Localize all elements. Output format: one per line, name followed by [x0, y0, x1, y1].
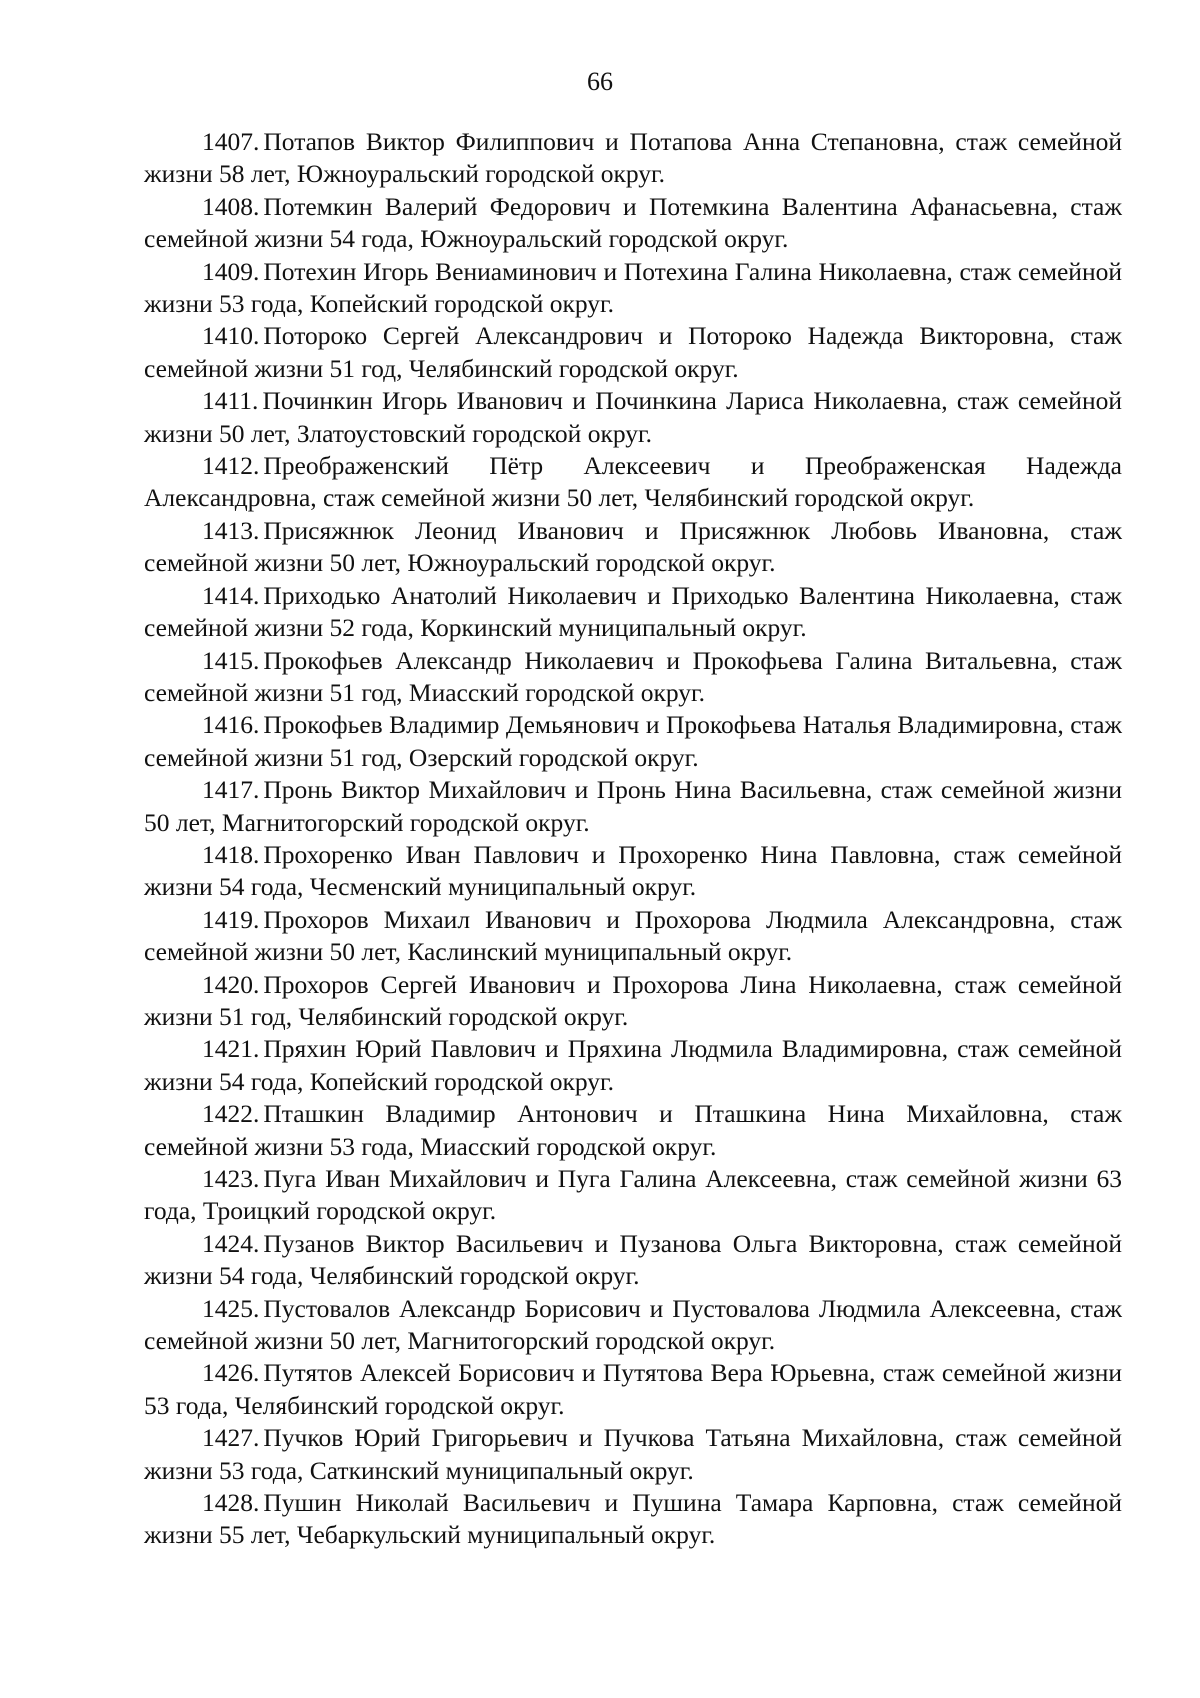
entry-text: Пуга Иван Михайлович и Пуга Галина Алексеевна, стаж семейной жизни 63 года, Троицкий городской округ.	[144, 1164, 1122, 1226]
entry-list	[144, 126, 1122, 1552]
entry-text: Пустовалов Александр Борисович и Пустовалова Людмила Алексеевна, стаж семейной жизни 50 лет, Магнитогорский городской округ.	[144, 1293, 1122, 1356]
list-entry	[144, 904, 1122, 969]
entry-text: Прокофьев Александр Николаевич и Прокофьева Галина Витальевна, стаж семейной жизни 51 год, Миасский городской округ.	[144, 645, 1122, 707]
entry-number: 1417.	[202, 775, 260, 805]
entry-number: 1416.	[202, 710, 260, 740]
list-entry	[144, 1163, 1122, 1228]
entry-text: Преображенский Пётр Алексеевич и Преображенская Надежда Александровна, стаж семейной жизни 50 лет, Челябинский городской округ.	[144, 451, 1122, 513]
entry-text: Пузанов Виктор Васильевич и Пузанова Ольга Викторовна, стаж семейной жизни 54 года, Челябинский городской округ.	[144, 1228, 1122, 1291]
list-entry	[144, 191, 1122, 256]
entry-number: 1425.	[202, 1293, 260, 1323]
list-entry	[144, 320, 1122, 385]
list-entry	[144, 774, 1122, 839]
entry-text: Прохоренко Иван Павлович и Прохоренко Нина Павловна, стаж семейной жизни 54 года, Чесменский муниципальный округ.	[144, 839, 1122, 902]
entry-text: Путятов Алексей Борисович и Путятова Вера Юрьевна, стаж семейной жизни 53 года, Челябинский городской округ.	[144, 1358, 1122, 1420]
list-entry	[144, 1098, 1122, 1163]
entry-text: Потемкин Валерий Федорович и Потемкина Валентина Афанасьевна, стаж семейной жизни 54 года, Южноуральский городской округ.	[144, 191, 1122, 254]
entry-text: Починкин Игорь Иванович и Починкина Лариса Николаевна, стаж семейной жизни 50 лет, Златоустовский городской округ.	[144, 386, 1122, 448]
entry-text: Прохоров Михаил Иванович и Прохорова Людмила Александровна, стаж семейной жизни 50 лет, Каслинский муниципальный округ.	[144, 904, 1122, 967]
list-entry	[144, 1033, 1122, 1098]
entry-number: 1410.	[202, 321, 260, 351]
list-entry	[144, 1422, 1122, 1487]
entry-number: 1421.	[202, 1034, 260, 1064]
list-entry	[144, 709, 1122, 774]
list-entry	[144, 385, 1122, 450]
list-entry	[144, 515, 1122, 580]
entry-text: Пронь Виктор Михайлович и Пронь Нина Васильевна, стаж семейной жизни 50 лет, Магнитогорский городской округ.	[144, 775, 1122, 837]
entry-number: 1412.	[202, 451, 260, 481]
entry-number: 1413.	[202, 515, 260, 545]
entry-text: Пушин Николай Васильевич и Пушина Тамара Карповна, стаж семейной жизни 55 лет, Чебаркульский муниципальный округ.	[144, 1488, 1122, 1550]
page-number: 66	[587, 67, 613, 96]
list-entry	[144, 1293, 1122, 1358]
list-entry	[144, 645, 1122, 710]
entry-text: Прохоров Сергей Иванович и Прохорова Лина Николаевна, стаж семейной жизни 51 год, Челябинский городской округ.	[144, 969, 1122, 1031]
entry-number: 1426.	[202, 1358, 260, 1388]
list-entry	[144, 450, 1122, 515]
entry-text: Потороко Сергей Александрович и Потороко Надежда Викторовна, стаж семейной жизни 51 год, Челябинский городской округ.	[144, 321, 1122, 383]
entry-text: Пучков Юрий Григорьевич и Пучкова Татьяна Михайловна, стаж семейной жизни 53 года, Саткинский муниципальный округ.	[144, 1423, 1122, 1485]
entry-text: Потапов Виктор Филиппович и Потапова Анна Степановна, стаж семейной жизни 58 лет, Южноуральский городской округ.	[144, 127, 1122, 189]
list-entry	[144, 256, 1122, 321]
entry-number: 1428.	[202, 1488, 260, 1518]
entry-text: Потехин Игорь Вениаминович и Потехина Галина Николаевна, стаж семейной жизни 53 года, Копейский городской округ.	[144, 256, 1122, 319]
list-entry	[144, 1487, 1122, 1552]
entry-number: 1420.	[202, 969, 260, 999]
entry-number: 1423.	[202, 1164, 260, 1193]
entry-text: Пташкин Владимир Антонович и Пташкина Нина Михайловна, стаж семейной жизни 53 года, Миасский городской округ.	[144, 1099, 1122, 1161]
list-entry	[144, 1228, 1122, 1293]
entry-number: 1422.	[202, 1099, 260, 1129]
entry-text: Присяжнюк Леонид Иванович и Присяжнюк Любовь Ивановна, стаж семейной жизни 50 лет, Южноуральский городской округ.	[144, 515, 1122, 578]
entry-number: 1408.	[202, 191, 260, 221]
entry-text: Прокофьев Владимир Демьянович и Прокофьева Наталья Владимировна, стаж семейной жизни 51 год, Озерский городской округ.	[144, 710, 1122, 772]
entry-number: 1414.	[202, 580, 260, 610]
entry-number: 1415.	[202, 645, 260, 675]
list-entry	[144, 126, 1122, 191]
entry-number: 1409.	[202, 256, 260, 286]
list-entry	[144, 969, 1122, 1034]
entry-number: 1407.	[202, 127, 260, 156]
entry-number: 1419.	[202, 904, 260, 934]
entry-text: Пряхин Юрий Павлович и Пряхина Людмила Владимировна, стаж семейной жизни 54 года, Копейский городской округ.	[144, 1034, 1122, 1096]
entry-text: Приходько Анатолий Николаевич и Приходько Валентина Николаевна, стаж семейной жизни 52 года, Коркинский муниципальный округ.	[144, 580, 1122, 643]
entry-number: 1418.	[202, 839, 260, 869]
list-entry	[144, 1357, 1122, 1422]
list-entry	[144, 580, 1122, 645]
list-entry	[144, 839, 1122, 904]
entry-number: 1411.	[202, 386, 259, 416]
entry-number: 1427.	[202, 1423, 260, 1453]
entry-number: 1424.	[202, 1228, 260, 1258]
